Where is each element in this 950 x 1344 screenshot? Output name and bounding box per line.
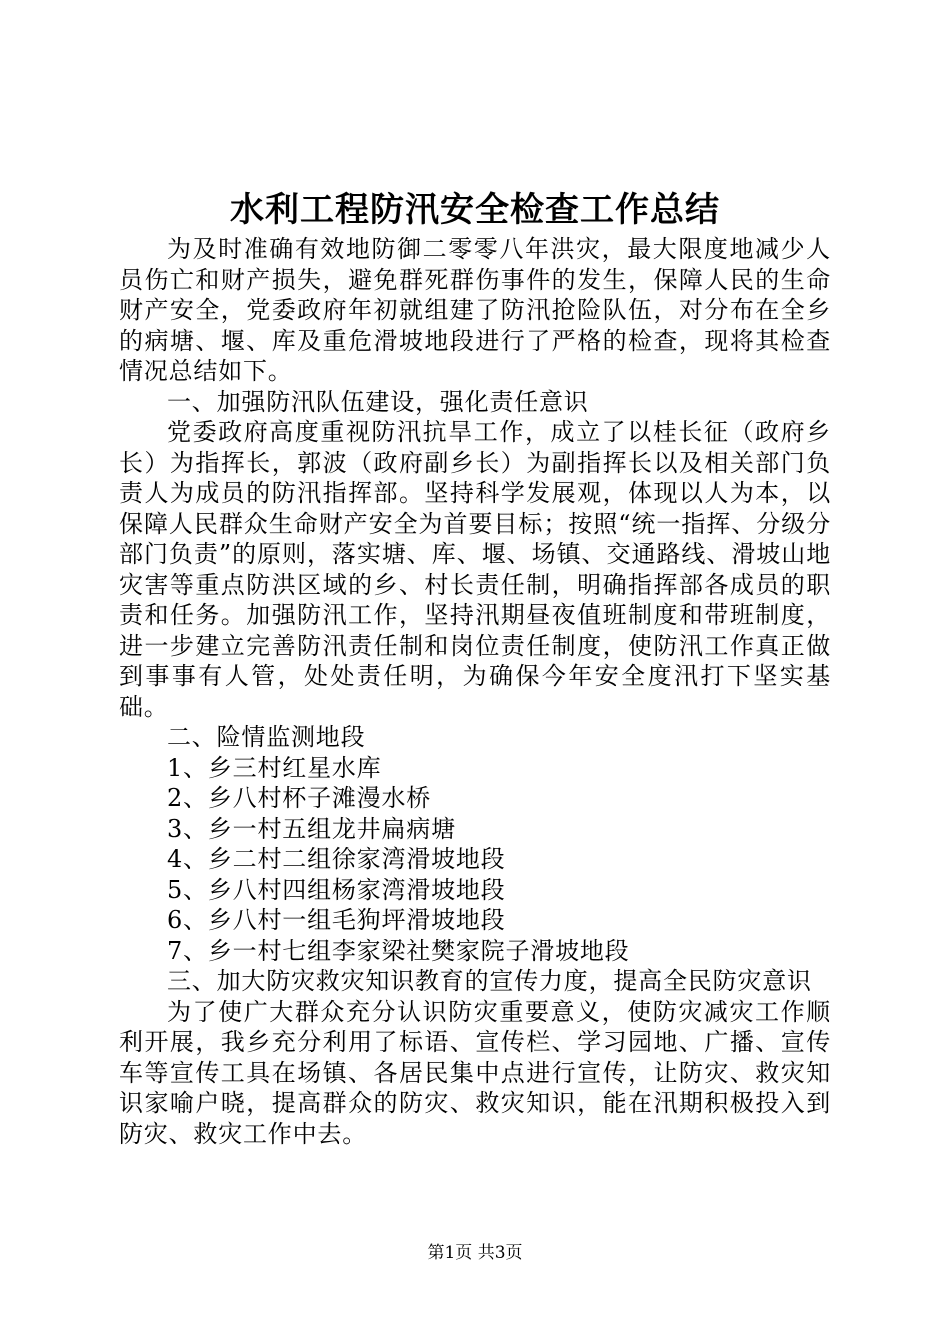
intro-paragraph: 为及时准确有效地防御二零零八年洪灾，最大限度地减少人员伤亡和财产损失，避免群死群伤事件的发生，保障人民的生命财产安全，党委政府年初就组建了防汛抢险队伍，对分布在全乡的病塘、堰、库及重危滑坡地段进行了严格的检查，现将其检查情况总结如下。 — [119, 235, 831, 385]
section-2-heading: 二、险情监测地段 — [167, 723, 366, 751]
document-title: 水利工程防汛安全检查工作总结 — [230, 190, 720, 230]
section-3-heading: 三、加大防灾救灾知识教育的宣传力度，提高全民防灾意识 — [167, 967, 812, 995]
section-1-paragraph: 党委政府高度重视防汛抗旱工作，成立了以桂长征（政府乡长）为指挥长，郭波（政府副乡长）为副指挥长以及相关部门负责人为成员的防汛指挥部。坚持科学发展观，体现以人为本，以保障人民群众生命财产安全为首要目标；按照“统一指挥、分级分部门负责”的原则，落实塘、库、堰、场镇、交通路线、滑坡山地灾害等重点防洪区域的乡、村长责任制，明确指挥部各成员的职责和任务。加强防汛工作，坚持汛期昼夜值班制度和带班制度，进一步建立完善防汛责任制和岗位责任制度，使防汛工作真正做到事事有人管，处处责任明，为确保今年安全度汛打下坚实基础。 — [119, 418, 831, 721]
monitor-list-item: 2、乡八村杯子滩漫水桥 — [167, 784, 432, 812]
section-3-paragraph: 为了使广大群众充分认识防灾重要意义，使防灾减灾工作顺利开展，我乡充分利用了标语、宣传栏、学习园地、广播、宣传车等宣传工具在场镇、各居民集中点进行宣传，让防灾、救灾知识家喻户晓，提高群众的防灾、救灾知识，能在汛期积极投入到防灾、救灾工作中去。 — [119, 997, 831, 1148]
monitor-list-item: 1、乡三村红星水库 — [167, 753, 382, 782]
page-indicator: 第1页 共3页 — [427, 1243, 523, 1263]
monitor-list-item: 6、乡八村一组毛狗坪滑坡地段 — [167, 906, 506, 934]
monitor-list-item: 3、乡一村五组龙井扁病塘 — [167, 814, 456, 843]
section-1-heading: 一、加强防汛队伍建设，强化责任意识 — [167, 387, 589, 416]
monitor-list-item: 4、乡二村二组徐家湾滑坡地段 — [167, 845, 506, 873]
document-body — [119, 234, 831, 1149]
monitor-list-item: 7、乡一村七组李家梁社樊家院子滑坡地段 — [167, 936, 630, 965]
monitor-list-item: 5、乡八村四组杨家湾滑坡地段 — [167, 875, 506, 904]
